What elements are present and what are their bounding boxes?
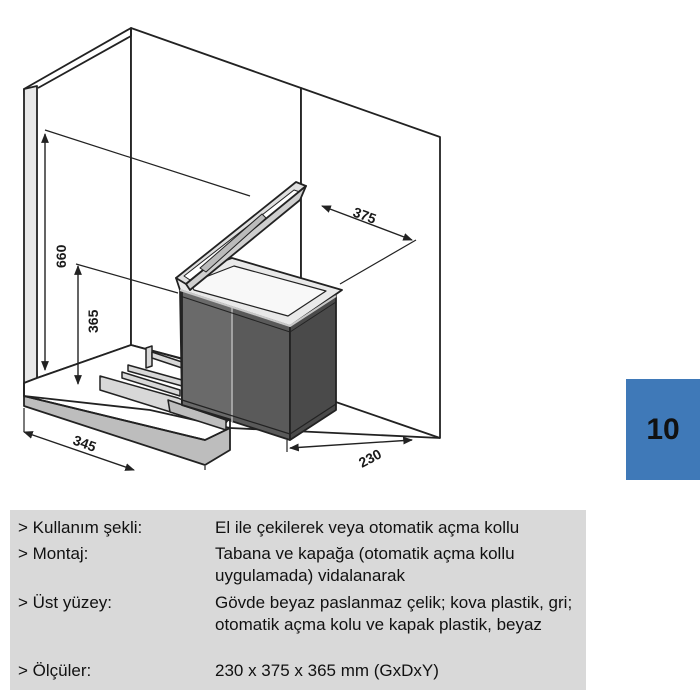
spec-value: Gövde beyaz paslanmaz çelik; kova plastik, gri; otomatik açma kolu ve kapak plastik, beyaz <box>215 593 573 634</box>
spec-value: 230 x 375 x 365 mm (GxDxY) <box>215 661 439 680</box>
spec-panel <box>10 510 586 690</box>
dim-label-375: 375 <box>350 203 379 227</box>
spec-value: El ile çekilerek veya otomatik açma kollu <box>215 518 520 537</box>
page-number: 10 <box>646 412 680 446</box>
dim-label-660: 660 <box>53 244 69 268</box>
spec-value: Tabana ve kapağa (otomatik açma kollu uygulamada) vidalanarak <box>215 544 515 585</box>
spec-label: > Kullanım şekli: <box>18 518 143 537</box>
page-number-badge <box>626 379 700 480</box>
dim-label-345: 345 <box>70 431 99 455</box>
dim-line-230 <box>290 440 412 448</box>
dim-label-230: 230 <box>355 445 385 471</box>
spec-label: > Montaj: <box>18 544 89 563</box>
spec-label: > Üst yüzey: <box>18 593 113 612</box>
dim-label-365: 365 <box>85 309 101 333</box>
spec-label: > Ölçüler: <box>18 661 92 680</box>
